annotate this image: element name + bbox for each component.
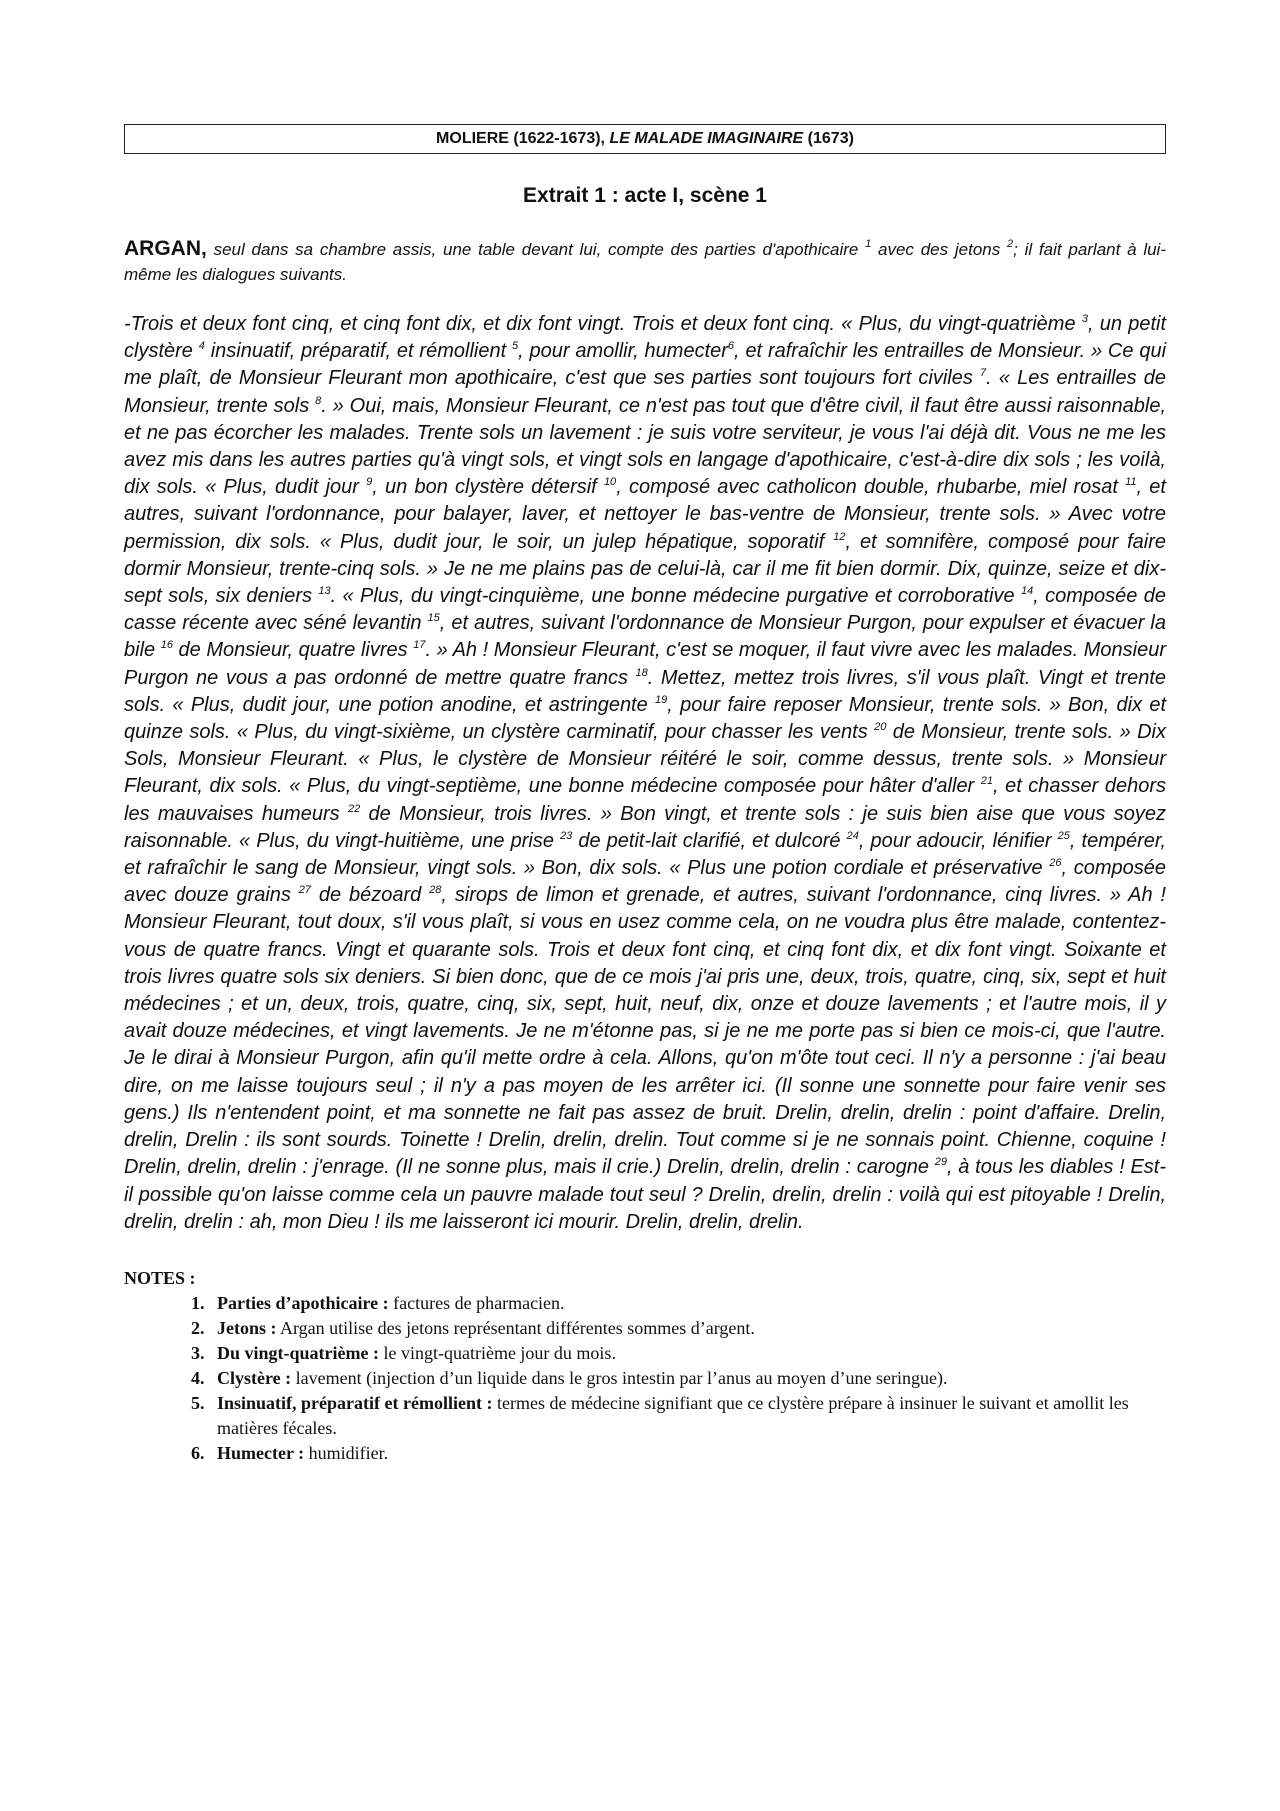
- monologue-text: , et somnifère, composé pour faire dormir Monsieur, trente-cinq sols. » Je ne me plains pas de celui-là, car il me fit bien dormir. Dix, quinze, seize et dix-sept sols, six deniers: [124, 530, 1166, 608]
- monologue-text: , sirops de limon et grenade, et autres, suivant l'ordonnance, cinq livres. » Ah ! Monsieur Fleurant, tout doux, s'il vous plaît, si vous en usez comme cela, on ne voudra plus être malade, contentez-vous de quatre francs. Vingt et quarante sols. Trois et deux font cinq, et cinq font dix, et dix font vingt. Soixante et trois livres quatre sols six deniers. Si bien donc, que de ce mois j'ai pris une, deux, trois, quatre, cinq, six, sept et huit médecines ; et un, deux, trois, quatre, cinq, six, sept, huit, neuf, dix, onze et douze lavements ; et l'autre mois, il y avait douze médecines, et vingt lavements. Je ne m'étonne pas, si je ne me porte pas si bien ce mois-ci, que l'autre. Je le dirai à Monsieur Purgon, afin qu'il mette ordre à cela. Allons, qu'on m'ôte tout ceci. Il n'y a personne : j'ai beau dire, on me laisse toujours seul ; il n'y a pas moyen de les arrêter ici. (Il sonne une sonnette pour faire venir ses gens.) Ils n'entendent point, et ma sonnette ne fait pas assez de bruit. Drelin, drelin, drelin : point d'affaire. Drelin, drelin, Drelin : ils sont sourds. Toinette ! Drelin, drelin, drelin. Tout comme si je ne sonnais point. Chienne, coquine ! Drelin, drelin, drelin : j'enrage. (Il ne sonne plus, mais il crie.) Drelin, drelin, drelin : carogne: [124, 884, 1166, 1179]
- footnote-ref: 20: [874, 721, 887, 734]
- monologue-text: , un bon clystère détersif: [372, 476, 604, 499]
- monologue-text: . » Oui, mais, Monsieur Fleurant, ce n'est pas tout que d'être civil, il faut être aussi raisonnable, et ne pas écorcher les malades. Trente sols un lavement : je suis votre serviteur, je vous l'ai déjà dit. Vous ne me les avez mis dans les autres parties qu'à vingt sols, et vingt sols en langage d'apothicaire, c'est-à-dire dix sols ; les voilà, dix sols. « Plus, dudit jour: [124, 394, 1166, 499]
- footnote-ref: 8: [315, 394, 322, 407]
- footnote-ref: 16: [160, 639, 173, 652]
- note-item: [209, 1316, 1166, 1341]
- monologue-text: , composée de casse récente avec séné levantin: [124, 585, 1166, 635]
- footnote-ref: 26: [1049, 857, 1062, 870]
- footnote-ref: 28: [429, 884, 442, 897]
- argan-monologue: [124, 311, 1166, 1236]
- monologue-text: , pour faire reposer Monsieur, trente sols. » Bon, dix et quinze sols. « Plus, du vingt-sixième, un clystère carminatif, pour chasser les vents: [124, 693, 1167, 744]
- footnote-ref: 24: [846, 829, 859, 842]
- footnote-ref: 3: [1081, 313, 1088, 325]
- monologue-text: , composé avec catholicon double, rhubarbe, miel rosat: [616, 476, 1126, 499]
- note-definition: factures de pharmacien.: [388, 1292, 565, 1313]
- monologue-text: , et rafraîchir les entrailles de Monsieur. » Ce qui me plaît, de Monsieur Fleurant mon apothicaire, c'est que ses parties sont toujours fort civiles: [124, 340, 1167, 390]
- monologue-text: de petit-lait clarifié, et dulcoré: [572, 829, 847, 852]
- header-author: MOLIERE (1622-1673),: [436, 130, 610, 147]
- monologue-text: , et autres, suivant l'ordonnance, pour balayer, laver, et nettoyer le bas-ventre de Monsieur, trente sols. » Avec votre permission, dix sols. « Plus, dudit jour, le soir, un julep hépatique, soporatif: [124, 476, 1166, 553]
- footnote-ref: 22: [347, 802, 361, 815]
- speaker-name: ARGAN,: [124, 237, 207, 260]
- monologue-text: de Monsieur, quatre livres: [172, 639, 414, 662]
- monologue-text: , un petit clystère: [124, 313, 1166, 363]
- footnote-ref: 1: [865, 238, 872, 250]
- note-definition: lavement (injection d’un liquide dans le gros intestin par l’anus au moyen d’une seringue).: [291, 1367, 948, 1388]
- note-term: Clystère :: [217, 1367, 292, 1388]
- monologue-text: , tempérer, et rafraîchir le sang de Monsieur, vingt sols. » Bon, dix sols. « Plus une potion cordiale et préservative: [124, 829, 1166, 880]
- monologue-text: , et chasser dehors les mauvaises humeurs: [124, 775, 1166, 825]
- monologue-text: , et autres, suivant l'ordonnance de Monsieur Purgon, pour expulser et évacuer la bile: [124, 612, 1166, 662]
- footnote-ref: 2: [1007, 238, 1014, 250]
- stage-text: ; il fait parlant à lui-même les dialogues suivants.: [124, 240, 1166, 284]
- monologue-text: . » Ah ! Monsieur Fleurant, c'est se moquer, il faut vivre avec les malades. Monsieur Purgon ne vous a pas ordonné de mettre quatre francs: [124, 639, 1166, 689]
- document-header: [124, 124, 1166, 154]
- monologue-text: de bézoard: [311, 884, 430, 907]
- note-item: [209, 1366, 1166, 1391]
- note-definition: Argan utilise des jetons représentant différentes sommes d’argent.: [276, 1317, 755, 1338]
- footnote-ref: 17: [413, 639, 426, 652]
- note-definition: le vingt-quatrième jour du mois.: [378, 1342, 616, 1363]
- header-work-title: LE MALADE IMAGINAIRE: [609, 130, 804, 147]
- monologue-text: , composée avec douze grains: [124, 857, 1167, 907]
- stage-text: seul dans sa chambre assis, une table devant lui, compte des parties d'apothicaire: [206, 240, 866, 259]
- footnote-ref: 6: [727, 340, 735, 353]
- document-page: [124, 124, 1166, 1466]
- note-term: Du vingt-quatrième :: [217, 1342, 379, 1363]
- monologue-text: . « Plus, du vingt-cinquième, une bonne médecine purgative et corroborative: [330, 585, 1021, 608]
- notes-list: [124, 1291, 1166, 1466]
- monologue-text: , à tous les diables ! Est-il possible qu'on laisse comme cela un pauvre malade tout seul ? Drelin, drelin, drelin : voilà qui est pitoyable ! Drelin, drelin, drelin : ah, mon Dieu ! ils me laisseront ici mourir. Drelin, drelin, drelin.: [124, 1156, 1166, 1233]
- note-item: [209, 1441, 1166, 1466]
- note-term: Insinuatif, préparatif et rémollient :: [217, 1392, 493, 1413]
- stage-direction: [124, 236, 1166, 287]
- footnote-ref: 27: [298, 884, 312, 897]
- footnote-ref: 12: [833, 530, 846, 543]
- note-term: Parties d’apothicaire :: [217, 1292, 389, 1313]
- footnote-ref: 10: [603, 476, 617, 489]
- footnote-ref: 14: [1020, 585, 1034, 598]
- notes-title: NOTES :: [124, 1267, 196, 1288]
- stage-text: avec des jetons: [871, 240, 1007, 259]
- footnote-ref: 19: [655, 693, 668, 706]
- monologue-text: . « Les entrailles de Monsieur, trente sols: [124, 367, 1167, 417]
- footnote-ref: 18: [635, 666, 648, 679]
- footnote-ref: 11: [1125, 476, 1137, 489]
- footnote-ref: 25: [1057, 829, 1070, 842]
- footnote-ref: 29: [934, 1156, 947, 1169]
- note-term: Jetons :: [217, 1317, 277, 1338]
- note-item: [209, 1391, 1166, 1441]
- monologue-text: de Monsieur, trois livres. » Bon vingt, et trente sols : je suis bien aise que vous soyez raisonnable. « Plus, du vingt-huitième, une prise: [124, 802, 1166, 852]
- footnote-ref: 9: [366, 476, 373, 489]
- note-item: [209, 1291, 1166, 1316]
- extract-title: Extrait 1 : acte I, scène 1: [523, 184, 767, 207]
- monologue-text: , pour adoucir, lénifier: [858, 829, 1058, 852]
- footnote-ref: 15: [427, 612, 440, 625]
- monologue-text: insinuatif, préparatif, et rémollient: [204, 340, 512, 363]
- monologue-text: de Monsieur, trente sols. » Dix Sols, Monsieur Fleurant. « Plus, le clystère de Monsieur réitéré le soir, comme dessus, trente sols. » Monsieur Fleurant, dix sols. « Plus, du vingt-septième, une bonne médecine composée pour hâter d'aller: [124, 721, 1166, 798]
- footnote-ref: 13: [318, 585, 331, 598]
- footnote-ref: 5: [511, 340, 519, 353]
- note-term: Humecter :: [217, 1442, 305, 1463]
- notes-section: [124, 1266, 1166, 1466]
- footnote-ref: 23: [560, 829, 573, 842]
- header-year: (1673): [803, 130, 854, 147]
- monologue-text: . Mettez, mettez trois livres, s'il vous plaît. Vingt et trente sols. « Plus, dudit jour, une potion anodine, et astringente: [124, 666, 1166, 716]
- note-item: [209, 1341, 1166, 1366]
- monologue-text: -Trois et deux font cinq, et cinq font dix, et dix font vingt. Trois et deux font cinq. « Plus, du vingt-quatrième: [124, 313, 1082, 335]
- footnote-ref: 7: [980, 367, 987, 380]
- footnote-ref: 21: [980, 775, 993, 788]
- monologue-text: , pour amollir, humecter: [518, 340, 728, 363]
- note-definition: termes de médecine signifiant que ce clystère prépare à insinuer le suivant et amollit les matières fécales.: [217, 1392, 1129, 1438]
- note-definition: humidifier.: [304, 1442, 389, 1463]
- footnote-ref: 4: [198, 340, 205, 353]
